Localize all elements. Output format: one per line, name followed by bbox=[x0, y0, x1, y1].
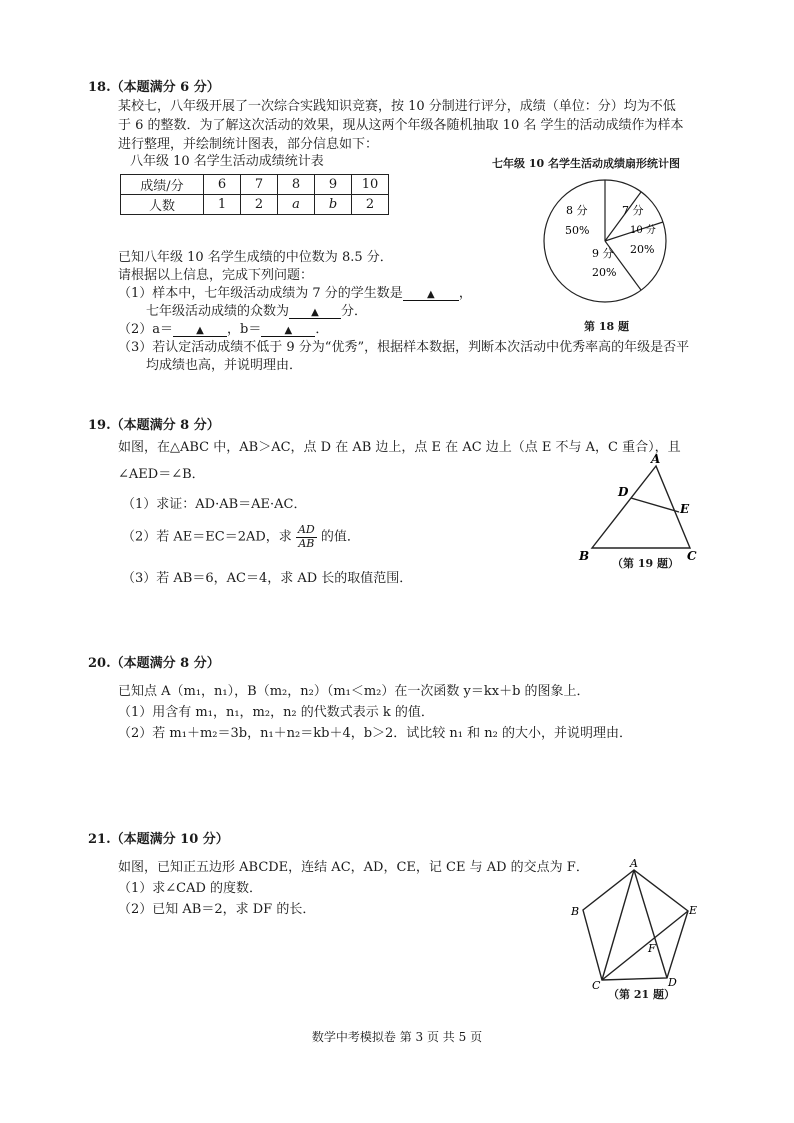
q19-part-2-b: 的值． bbox=[320, 529, 360, 545]
q19-line-2: ∠AED＝∠B． bbox=[118, 467, 205, 482]
segment-ce bbox=[602, 911, 688, 980]
pie-label: 9 分 bbox=[592, 247, 614, 260]
q19-line-1: 如图，在△ABC 中，AB＞AC，点 D 在 AB 边上，点 E 在 AC 边上（点 E 不与 A，C 重合），且 bbox=[118, 440, 681, 455]
pie-chart bbox=[540, 176, 670, 306]
q21-header: 21.（本题满分 10 分） bbox=[88, 832, 229, 847]
answer-blank: ▲ bbox=[289, 307, 341, 319]
table-cell: 8 bbox=[278, 175, 315, 195]
table-cell: 10 bbox=[352, 175, 389, 195]
pentagon-figure bbox=[564, 856, 702, 992]
triangle-abc bbox=[592, 466, 690, 548]
figure-18-caption: 第 18 题 bbox=[584, 320, 629, 333]
table-cell: 成绩/分 bbox=[121, 175, 204, 195]
answer-blank: ▲ bbox=[173, 325, 227, 337]
point-label-d: D bbox=[668, 976, 677, 989]
point-label-c: C bbox=[687, 549, 697, 563]
q18-part-1-text: （1）样本中，七年级活动成绩为 7 分的学生数是 bbox=[118, 286, 403, 301]
figure-21-caption: （第 21 题） bbox=[608, 988, 675, 1001]
pie-pct: 20% bbox=[630, 243, 655, 256]
table-cell: 1 bbox=[204, 195, 241, 215]
score-table-title: 八年级 10 名学生活动成绩统计表 bbox=[130, 154, 324, 169]
q20-part-2: （2）若 m₁＋m₂＝3b，n₁＋n₂＝kb＋4，b＞2．试比较 n₁ 和 n₂ 的大小，并说明理由． bbox=[118, 726, 633, 741]
table-cell: 2 bbox=[352, 195, 389, 215]
fraction-denominator: AB bbox=[298, 536, 315, 550]
table-row bbox=[121, 195, 389, 215]
q18-header: 18.（本题满分 6 分） bbox=[88, 80, 220, 95]
point-label-b: B bbox=[579, 549, 590, 563]
pie-label: 10 分 bbox=[630, 225, 656, 236]
segment-ad bbox=[634, 870, 667, 978]
q21-line-1: 如图，已知正五边形 ABCDE，连结 AC，AD，CE，记 CE 与 AD 的交点为 F． bbox=[118, 860, 589, 875]
q18-intro-line-1: 某校七，八年级开展了一次综合实践知识竞赛，按 10 分制进行评分，成绩（单位：分）均为不低 bbox=[118, 99, 676, 114]
pie-chart-title: 七年级 10 名学生活动成绩扇形统计图 bbox=[492, 157, 680, 170]
q18-part-3-line-1: （3）若认定活动成绩不低于 9 分为“优秀”，根据样本数据，判断本次活动中优秀率高的年级是否平 bbox=[118, 340, 690, 355]
point-label-a: A bbox=[651, 452, 661, 466]
q20-header: 20.（本题满分 8 分） bbox=[88, 656, 220, 671]
table-cell: 7 bbox=[241, 175, 278, 195]
q19-part-3: （3）若 AB＝6，AC＝4，求 AD 长的取值范围． bbox=[122, 571, 413, 586]
q18-part-1-b-text: 七年级活动成绩的众数为 bbox=[146, 304, 290, 319]
table-cell: 2 bbox=[241, 195, 278, 215]
q18-prompt-line: 请根据以上信息，完成下列问题： bbox=[118, 268, 314, 283]
q19-part-2-a: （2）若 AE＝EC＝2AD，求 bbox=[122, 529, 292, 545]
q18-part-1-b bbox=[146, 304, 367, 321]
table-cell: 人数 bbox=[121, 195, 204, 215]
pie-pct: 50% bbox=[565, 224, 590, 237]
q19-part-1: （1）求证：AD·AB＝AE·AC． bbox=[122, 497, 307, 512]
score-table bbox=[120, 174, 389, 215]
answer-blank: ▲ bbox=[261, 325, 315, 337]
table-cell: 9 bbox=[315, 175, 352, 195]
page-footer: 数学中考模拟卷 第 3 页 共 5 页 bbox=[311, 1030, 483, 1044]
pie-pct: 20% bbox=[592, 266, 617, 279]
fraction-ad-over-ab bbox=[296, 524, 317, 550]
q18-part-2-a: （2）a＝ bbox=[118, 322, 174, 337]
table-cell: 6 bbox=[204, 175, 241, 195]
q20-line-1: 已知点 A（m₁，n₁），B（m₂，n₂）（m₁＜m₂）在一次函数 y＝kx＋b 的图象上． bbox=[118, 684, 590, 699]
q18-median-line: 已知八年级 10 名学生成绩的中位数为 8.5 分． bbox=[118, 250, 393, 265]
segment-ac bbox=[602, 870, 634, 980]
q18-intro-line-2: 于 6 的整数．为了解这次活动的效果，现从这两个年级各随机抽取 10 名 学生的活动成绩作为样本 bbox=[118, 118, 684, 133]
point-label-d: D bbox=[618, 485, 629, 499]
table-cell: b bbox=[315, 195, 352, 215]
figure-19-caption: （第 19 题） bbox=[612, 557, 679, 570]
point-label-c: C bbox=[592, 979, 601, 992]
pie-label: 7 分 bbox=[622, 204, 644, 217]
table-cell: a bbox=[278, 195, 315, 215]
q18-intro-line-3: 进行整理，并绘制统计图表，部分信息如下： bbox=[118, 137, 379, 152]
pie-label: 8 分 bbox=[566, 204, 588, 217]
point-label-a: A bbox=[630, 857, 638, 870]
q20-part-1: （1）用含有 m₁，n₁，m₂，n₂ 的代数式表示 k 的值． bbox=[118, 705, 434, 720]
point-label-e: E bbox=[689, 904, 698, 917]
q21-part-1: （1）求∠CAD 的度数． bbox=[118, 881, 263, 896]
point-label-f: F bbox=[648, 942, 656, 955]
q21-part-2: （2）已知 AB＝2，求 DF 的长． bbox=[118, 902, 316, 917]
q19-header: 19.（本题满分 8 分） bbox=[88, 418, 220, 433]
q19-part-2 bbox=[122, 524, 360, 550]
table-row bbox=[121, 175, 389, 195]
q18-part-2: （2）a＝ ▲ ，b＝ ▲ ． bbox=[118, 322, 329, 337]
answer-blank: ▲ bbox=[403, 289, 459, 301]
fraction-numerator: AD bbox=[297, 523, 315, 536]
pentagon-abcde bbox=[583, 870, 688, 980]
q18-part-1-unit: 分． bbox=[341, 304, 368, 319]
q18-part-1: （1）样本中，七年级活动成绩为 7 分的学生数是 ▲ ， bbox=[118, 286, 472, 301]
point-label-e: E bbox=[680, 502, 690, 516]
q18-part-3-line-2: 均成绩也高，并说明理由． bbox=[146, 358, 303, 373]
q18-part-2-b: ，b＝ bbox=[227, 322, 262, 337]
point-label-b: B bbox=[571, 905, 580, 918]
